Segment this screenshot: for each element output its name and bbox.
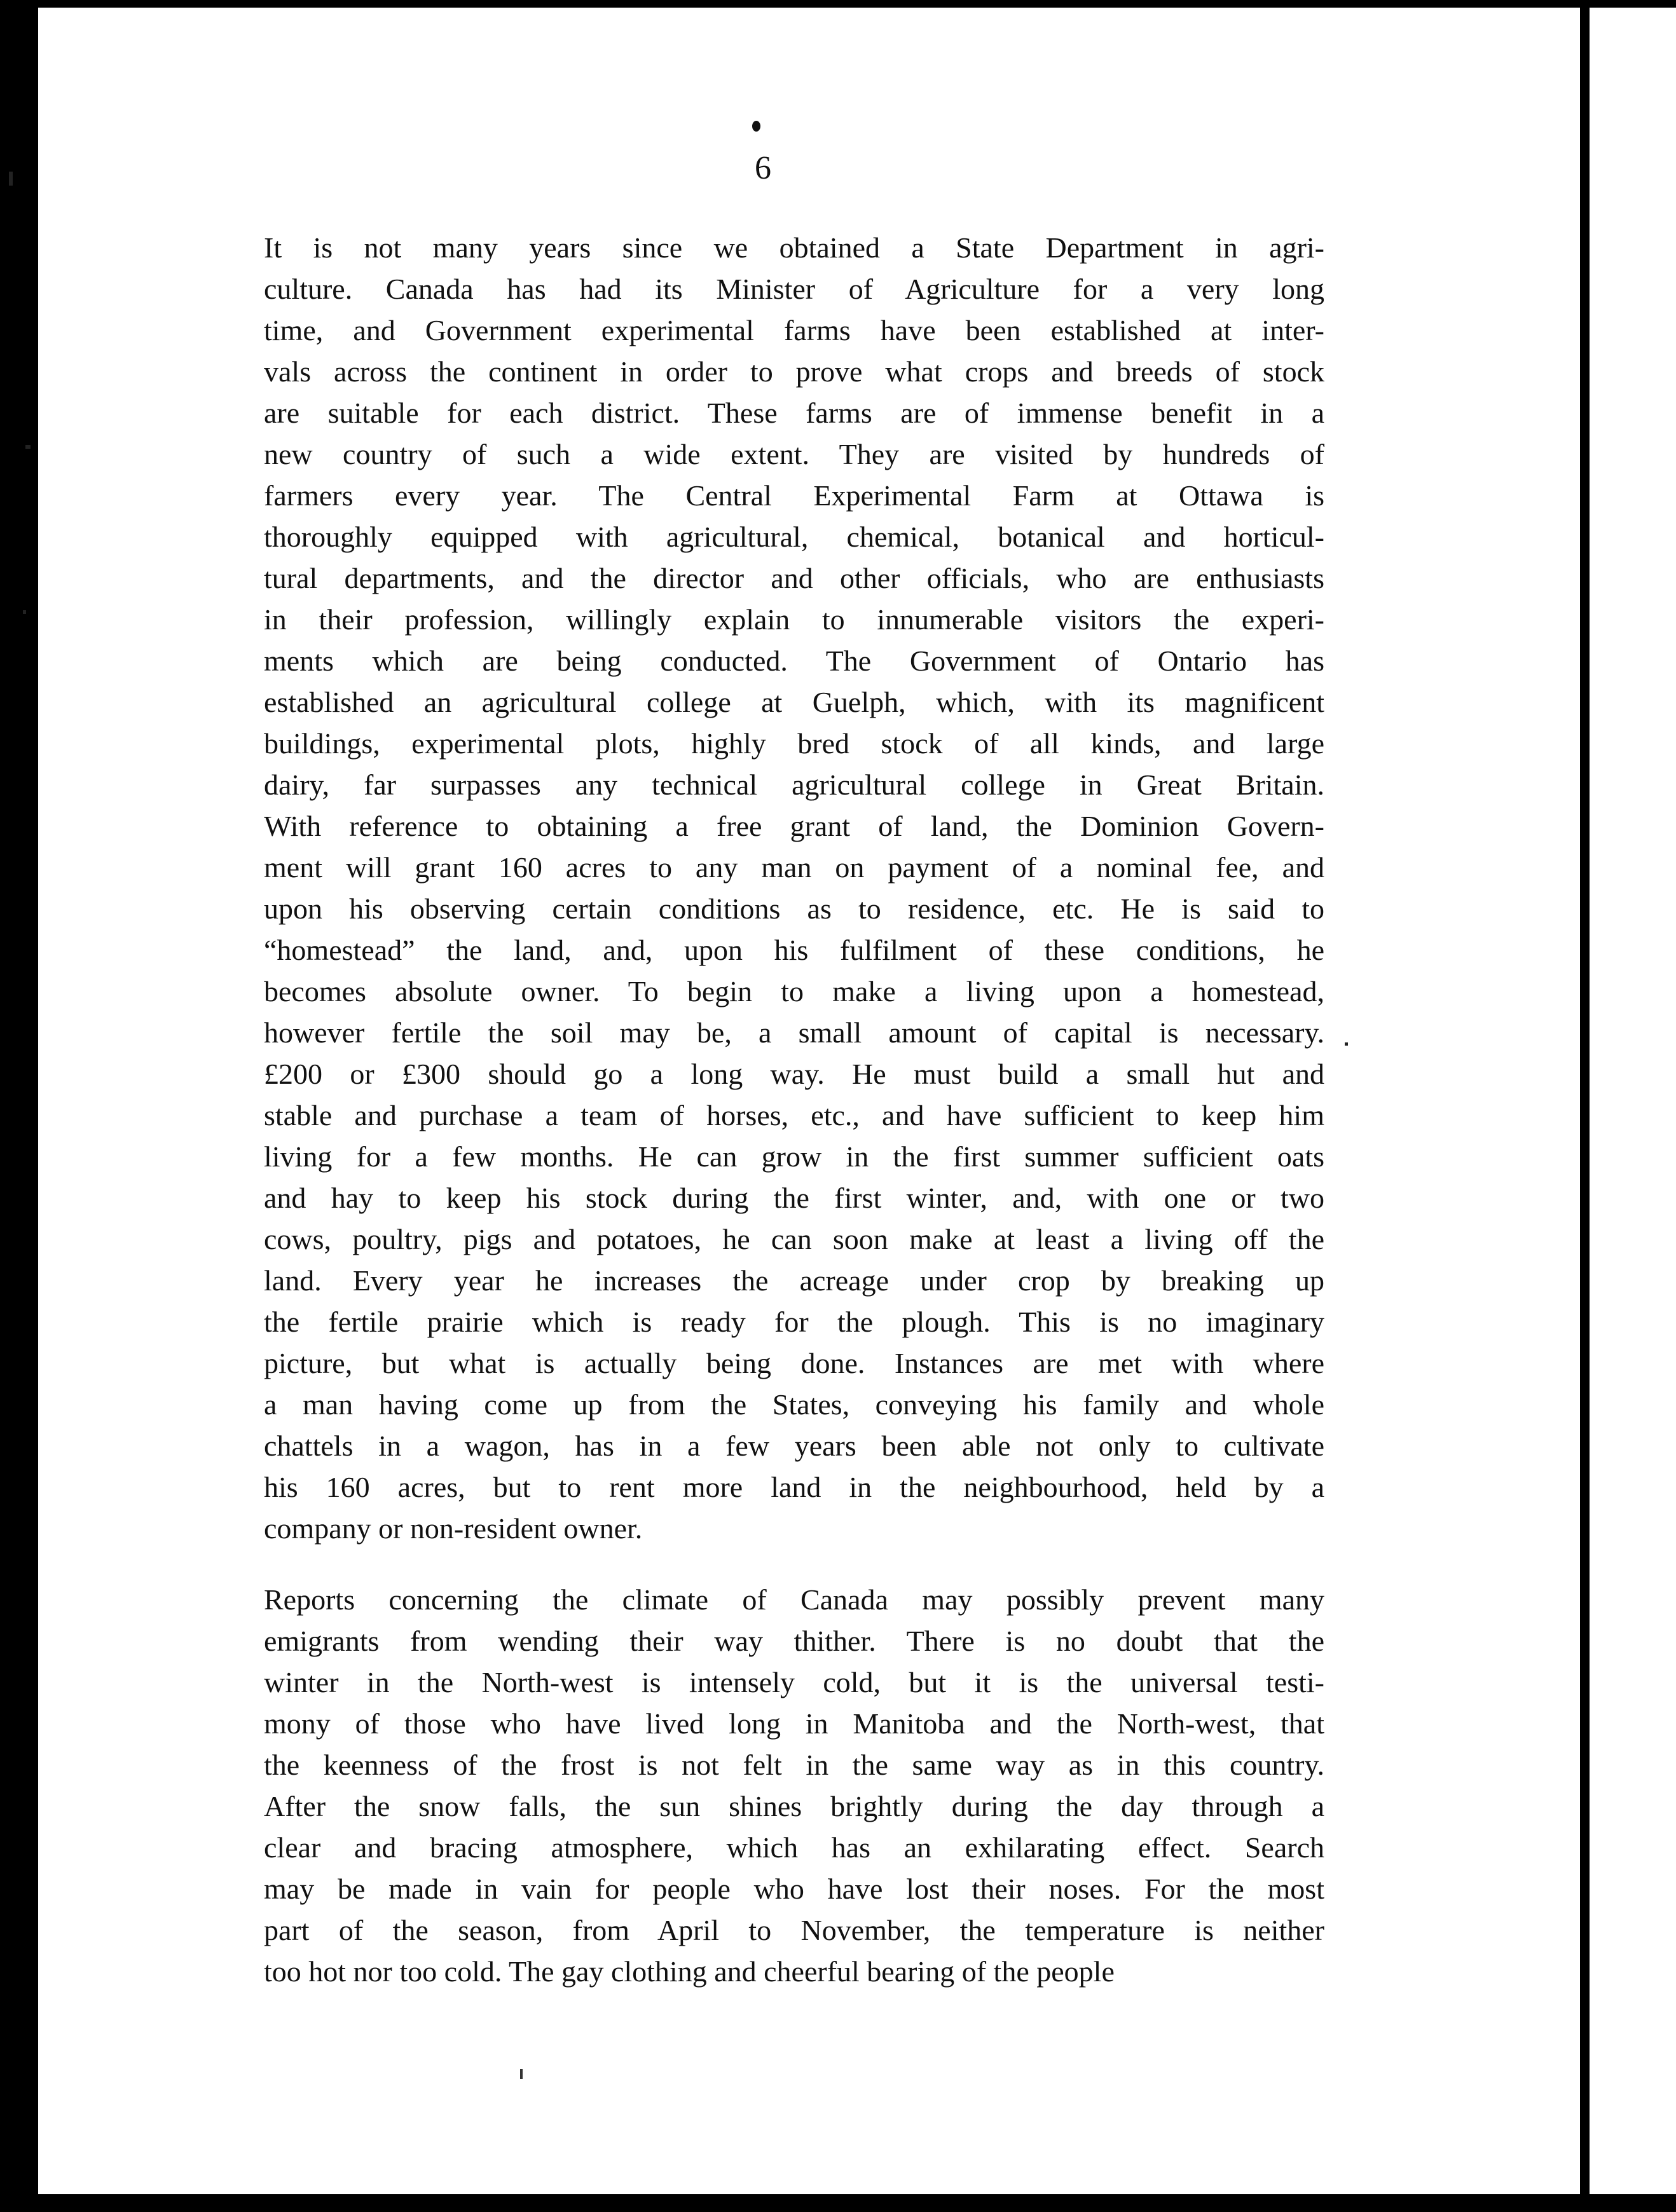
text-line: land. Every year he increases the acreage under crop by breaking up — [264, 1264, 1324, 1297]
text-line: living for a few months. He can grow in the first summer sufficient oats — [264, 1140, 1324, 1173]
text-line: tural departments, and the director and other officials, who are enthusiasts — [264, 562, 1324, 594]
text-line: cows, poultry, pigs and potatoes, he can soon make at least a living off the — [264, 1223, 1324, 1255]
paragraph-1 — [264, 227, 1324, 1549]
text-line: company or non-resident owner. — [264, 1512, 643, 1545]
text-line: upon his observing certain conditions as to residence, etc. He is said to — [264, 892, 1324, 925]
text-line: part of the season, from April to November, the temperature is neither — [264, 1914, 1324, 1946]
text-line: may be made in vain for people who have lost their noses. For the most — [264, 1873, 1324, 1905]
text-line: thoroughly equipped with agricultural, chemical, botanical and horticul- — [264, 521, 1324, 553]
scan-speck — [23, 610, 26, 614]
scan-speck — [25, 445, 31, 449]
text-line: established an agricultural college at Guelph, which, with its magnificent — [264, 686, 1324, 718]
text-line: mony of those who have lived long in Manitoba and the North-west, that — [264, 1707, 1324, 1740]
text-line: a man having come up from the States, conveying his family and whole — [264, 1388, 1324, 1421]
text-line: After the snow falls, the sun shines brightly during the day through a — [264, 1790, 1324, 1822]
scan-speck — [1345, 1042, 1348, 1046]
text-line: buildings, experimental plots, highly bred stock of all kinds, and large — [264, 727, 1324, 760]
text-line: With reference to obtaining a free grant of land, the Dominion Govern- — [264, 810, 1324, 842]
text-line: the keenness of the frost is not felt in the same way as in this country. — [264, 1749, 1324, 1781]
text-line: too hot nor too cold. The gay clothing and cheerful bearing of the people — [264, 1955, 1115, 1988]
text-line: clear and bracing atmosphere, which has an exhilarating effect. Search — [264, 1831, 1324, 1864]
text-line: “homestead” the land, and, upon his fulfilment of these conditions, he — [264, 934, 1324, 966]
text-line: £200 or £300 should go a long way. He must build a small hut and — [264, 1058, 1324, 1090]
page-number: 6 — [755, 150, 771, 186]
page-mark — [752, 121, 760, 132]
adjacent-page-edge — [1590, 8, 1676, 2194]
paragraph-2 — [264, 1579, 1324, 1992]
text-line: dairy, far surpasses any technical agricultural college in Great Britain. — [264, 768, 1324, 801]
text-line: chattels in a wagon, has in a few years been able not only to cultivate — [264, 1430, 1324, 1462]
text-line: stable and purchase a team of horses, etc., and have sufficient to keep him — [264, 1099, 1324, 1131]
text-line: in their profession, willingly explain to innumerable visitors the experi- — [264, 603, 1324, 636]
text-line: It is not many years since we obtained a State Department in agri- — [264, 231, 1324, 264]
text-line: time, and Government experimental farms have been established at inter- — [264, 314, 1324, 346]
text-line: the fertile prairie which is ready for the plough. This is no imaginary — [264, 1306, 1324, 1338]
text-line: ments which are being conducted. The Government of Ontario has — [264, 645, 1324, 677]
text-line: Reports concerning the climate of Canada may possibly prevent many — [264, 1583, 1324, 1616]
text-line: winter in the North-west is intensely cold, but it is the universal testi- — [264, 1666, 1324, 1698]
text-line: becomes absolute owner. To begin to make a living upon a homestead, — [264, 975, 1324, 1007]
text-line: however fertile the soil may be, a small amount of capital is necessary. — [264, 1016, 1324, 1049]
text-line: vals across the continent in order to prove what crops and breeds of stock — [264, 355, 1324, 388]
text-line: emigrants from wending their way thither. There is no doubt that the — [264, 1625, 1324, 1657]
text-line: new country of such a wide extent. They are visited by hundreds of — [264, 438, 1324, 470]
text-line: and hay to keep his stock during the first winter, and, with one or two — [264, 1182, 1324, 1214]
scan-speck — [56, 1227, 66, 1248]
text-line: ment will grant 160 acres to any man on payment of a nominal fee, and — [264, 851, 1324, 884]
text-line: his 160 acres, but to rent more land in the neighbourhood, held by a — [264, 1471, 1324, 1503]
scan-speck — [9, 172, 13, 186]
text-line: farmers every year. The Central Experimental Farm at Ottawa is — [264, 479, 1324, 512]
text-line: culture. Canada has had its Minister of Agriculture for a very long — [264, 273, 1324, 305]
text-line: are suitable for each district. These farms are of immense benefit in a — [264, 397, 1324, 429]
bottom-mark — [520, 2069, 523, 2079]
page-gutter — [1580, 0, 1590, 2212]
text-line: picture, but what is actually being done. Instances are met with where — [264, 1347, 1324, 1379]
